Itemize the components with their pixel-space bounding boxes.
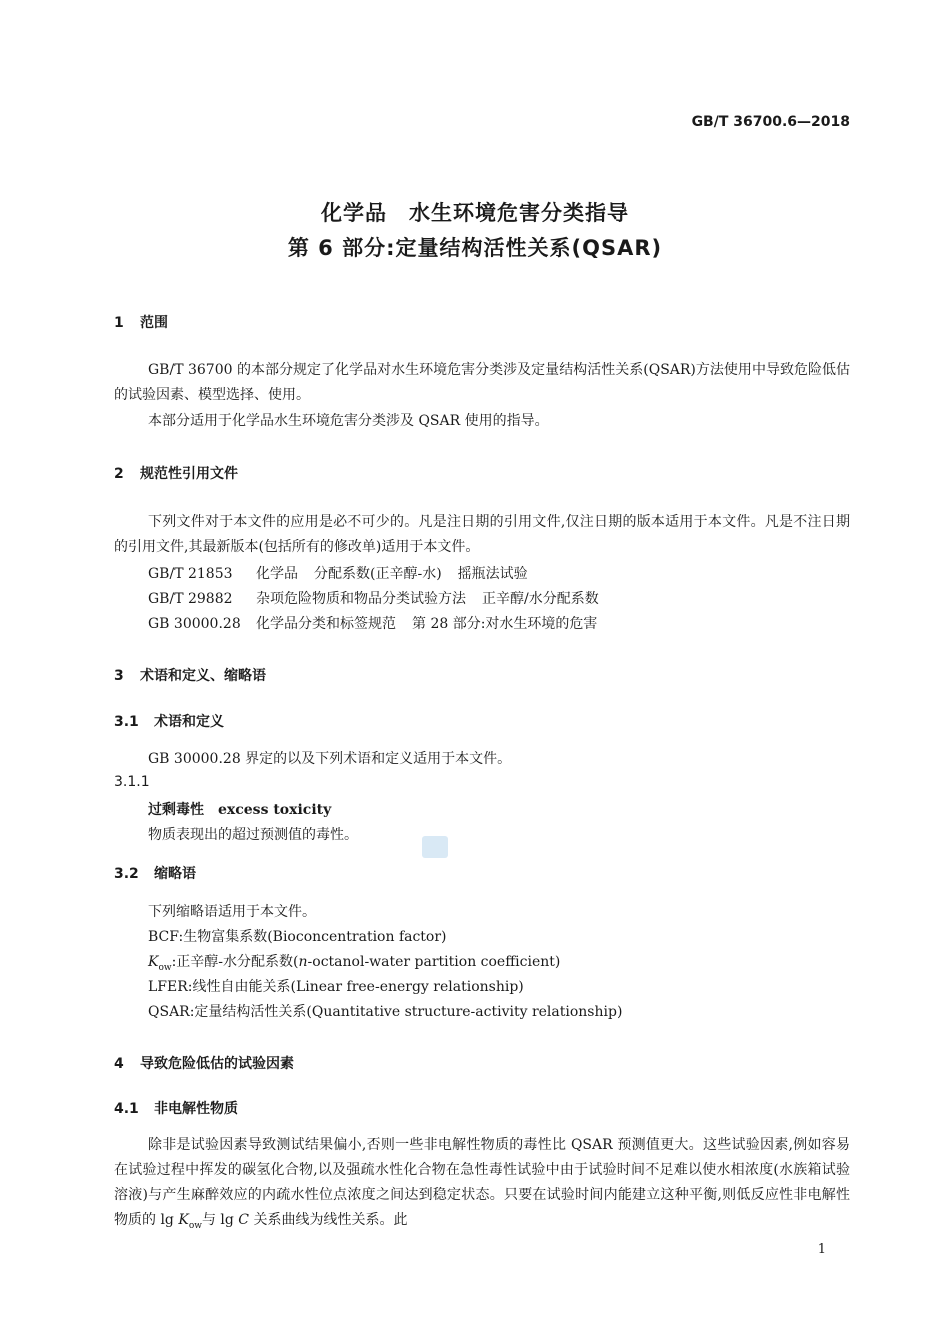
reference-title-part: 化学品 — [256, 566, 298, 582]
section-number: 4 — [114, 1056, 124, 1072]
section-number: 3 — [114, 668, 124, 684]
abbreviation-lfer: LFER:线性自由能关系(Linear free-energy relationship) — [148, 979, 524, 995]
section-title: 术语和定义 — [154, 714, 224, 730]
reference-title-part: 分配系数(正辛醇-水) — [314, 566, 442, 582]
section-3-1-paragraph: GB 30000.28 界定的以及下列术语和定义适用于本文件。 — [148, 751, 512, 767]
section-title: 缩略语 — [154, 866, 196, 882]
section-3-heading — [114, 665, 266, 685]
paragraph-text: 关系曲线为线性关系。此 — [249, 1212, 408, 1228]
term-chinese: 过剩毒性 — [148, 802, 204, 818]
section-number: 4.1 — [114, 1101, 139, 1117]
reference-title-part: 化学品分类和标签规范 — [256, 616, 396, 632]
subscript: ow — [188, 1220, 202, 1231]
section-3-1-heading — [114, 711, 224, 731]
section-title: 术语和定义、缩略语 — [140, 668, 266, 684]
section-4-1-paragraph — [114, 1133, 850, 1239]
section-title: 导致危险低估的试验因素 — [140, 1056, 294, 1072]
abbreviation-bcf: BCF:生物富集系数(Bioconcentration factor) — [148, 929, 447, 945]
reference-title-part: 正辛醇/水分配系数 — [482, 591, 599, 607]
italic-symbol: K — [178, 1212, 189, 1228]
reference-title-part: 第 28 部分:对水生环境的危害 — [412, 616, 598, 632]
section-2-heading — [114, 463, 238, 483]
term-definition: 物质表现出的超过预测值的毒性。 — [148, 827, 358, 843]
section-number: 3.2 — [114, 866, 139, 882]
italic-symbol: n — [298, 954, 308, 970]
section-1-paragraph-2: 本部分适用于化学品水生环境危害分类涉及 QSAR 使用的指导。 — [148, 413, 549, 429]
section-number: 1 — [114, 315, 124, 331]
reference-code: GB/T 21853 — [148, 566, 233, 582]
section-4-1-heading — [114, 1098, 238, 1118]
paragraph-text: 与 lg — [201, 1212, 239, 1228]
document-title-line-2: 第 6 部分:定量结构活性关系(QSAR) — [287, 236, 663, 260]
reference-item — [148, 588, 599, 608]
section-4-heading — [114, 1053, 294, 1073]
section-title: 非电解性物质 — [154, 1101, 238, 1117]
document-title-line-1: 化学品 水生环境危害分类指导 — [321, 201, 629, 225]
abbreviation-text: -octanol-water partition coefficient) — [307, 954, 561, 970]
italic-symbol: C — [238, 1212, 249, 1228]
section-3-2-heading — [114, 863, 196, 883]
abbreviation-text: :正辛醇-水分配系数( — [171, 954, 299, 970]
clause-3-1-1-number: 3.1.1 — [114, 774, 150, 790]
section-title: 规范性引用文件 — [140, 466, 238, 482]
reference-code: GB 30000.28 — [148, 616, 241, 632]
section-2-paragraph: 下列文件对于本文件的应用是必不可少的。凡是注日期的引用文件,仅注日期的版本适用于本文件。凡是不注日期的引用文件,其最新版本(包括所有的修改单)适用于本文件。 — [114, 514, 850, 555]
reference-item — [148, 613, 597, 633]
section-1-heading — [114, 312, 168, 332]
abbreviation-qsar: QSAR:定量结构活性关系(Quantitative structure-activity relationship) — [148, 1004, 623, 1020]
reference-title-part: 杂项危险物质和物品分类试验方法 — [256, 591, 466, 607]
subscript: ow — [158, 962, 172, 973]
term-english: excess toxicity — [218, 802, 332, 818]
italic-symbol: K — [148, 954, 159, 970]
section-number: 2 — [114, 466, 124, 482]
section-number: 3.1 — [114, 714, 139, 730]
term-entry — [148, 799, 331, 819]
section-1-paragraph-1: GB/T 36700 的本部分规定了化学品对水生环境危害分类涉及定量结构活性关系(QSAR)方法使用中导致危险低估的试验因素、模型选择、使用。 — [114, 362, 850, 403]
abbreviation-intro: 下列缩略语适用于本文件。 — [148, 904, 316, 920]
reference-title-part: 摇瓶法试验 — [457, 566, 528, 582]
reference-code: GB/T 29882 — [148, 591, 233, 607]
paragraph-text: 除非是试验因素导致测试结果偏小,否则一些非电解性物质的毒性比 QSAR 预测值更大。这些试验因素,例如容易在试验过程中挥发的碳氢化合物,以及强疏水性化合物在急性毒性试验中由于试验时间不足难以使水相浓度(水族箱试验溶液)与产生麻醉效应的内疏水性位点浓度之间达到稳定状态。只要在试验时间内能建立这种平衡,则低反应性非电解性物质的 lg — [114, 1137, 850, 1228]
abbreviation-kow — [148, 951, 560, 973]
standard-code: GB/T 36700.6—2018 — [691, 114, 850, 130]
reference-item — [148, 563, 528, 583]
watermark-logo — [422, 836, 448, 858]
section-title: 范围 — [140, 315, 168, 331]
page-number: 1 — [817, 1242, 826, 1257]
